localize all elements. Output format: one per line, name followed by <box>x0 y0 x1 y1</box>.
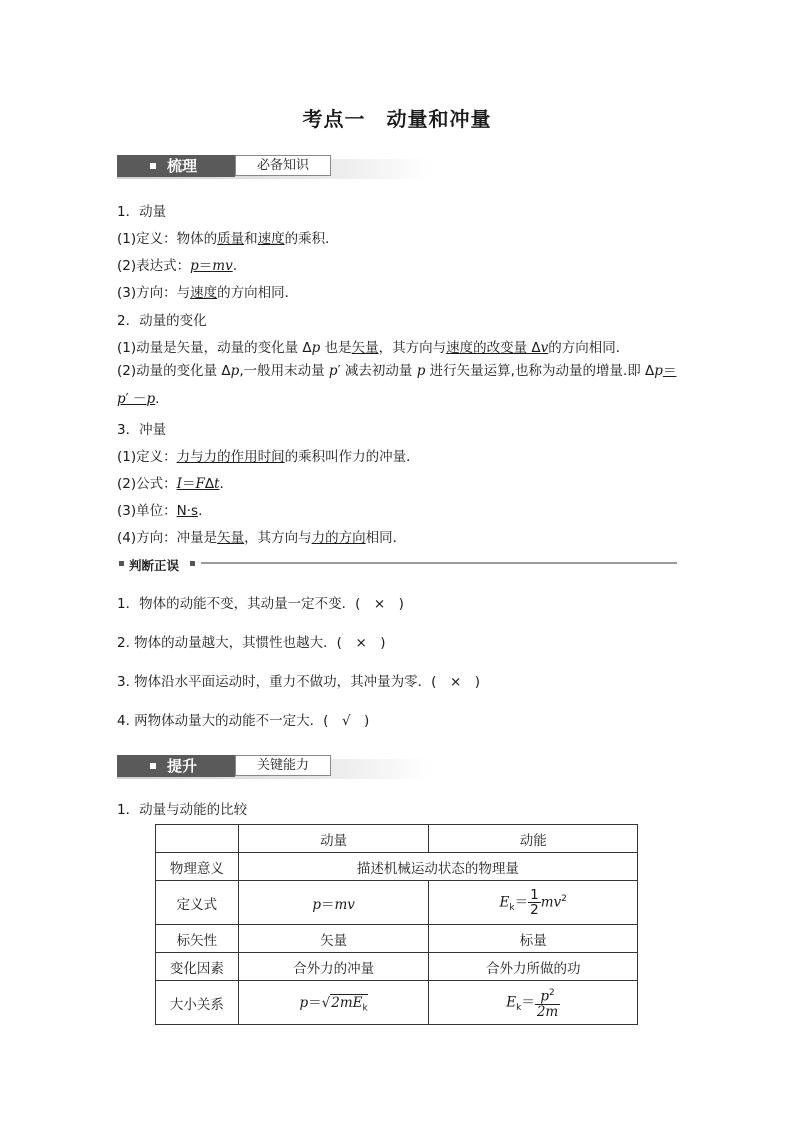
comparison-heading: 1．动量与动能的比较 <box>117 802 248 818</box>
table-header-row: 动量 动能 <box>156 825 638 853</box>
energy-definition-formula: $E_k=$ $\frac{1}{2}$ $mv^2$ <box>429 881 638 925</box>
momentum-definition: (1)定义：物体的质量和速度的乘积． <box>117 231 339 247</box>
heading-momentum: 1．动量 <box>117 204 167 220</box>
impulse-unit: (3)单位：N·s. <box>117 503 203 519</box>
square-bullet-icon <box>150 163 156 169</box>
banner-subtitle: 关键能力 <box>235 755 331 776</box>
question-4: 4. 两物体动量大的动能不一定大．( √ ) <box>117 713 370 729</box>
section-banner-improve <box>117 755 432 781</box>
banner-label <box>117 755 235 777</box>
banner-title: 提升 <box>167 757 198 775</box>
square-bullet-icon <box>150 763 156 769</box>
question-1: 1．物体的动能不变，其动量一定不变．( × ) <box>117 596 404 612</box>
heading-impulse: 3．冲量 <box>117 422 167 438</box>
banner-label <box>117 155 235 177</box>
impulse-direction: (4)方向：冲量是矢量，其方向与力的方向相同． <box>117 530 407 546</box>
energy-momentum-relation: $E_k=$ $\frac{p^2}{2m}$ <box>429 981 638 1025</box>
heading-momentum-change: 2．动量的变化 <box>117 313 207 329</box>
banner-title: 梳理 <box>167 157 198 175</box>
momentum-change-increment: (2)动量的变化量 Δp,一般用末动量 p′ 减去初动量 p 进行矢量运算,也称为动量的增量.即 Δp＝p′ －p. <box>117 363 677 407</box>
banner-subtitle: 必备知识 <box>235 155 331 176</box>
momentum-expression: (2)表达式：p＝mv. <box>117 258 238 274</box>
square-bullet-icon <box>119 561 124 566</box>
square-bullet-icon <box>190 561 195 566</box>
true-false-heading: 判断正误 <box>117 556 677 572</box>
question-2: 2. 物体的动量越大，其惯性也越大．( × ) <box>117 635 386 651</box>
momentum-direction: (3)方向：与速度的方向相同． <box>117 285 299 301</box>
question-3: 3. 物体沿水平面运动时，重力不做功，其冲量为零．( × ) <box>117 674 481 690</box>
momentum-definition-formula: p＝mv <box>238 881 429 925</box>
divider <box>201 562 677 564</box>
momentum-change-vector: (1)动量是矢量，动量的变化量 Δp 也是矢量，其方向与速度的改变量 Δv的方向相同． <box>117 340 630 356</box>
table-row: 定义式 p＝mv $E_k=$ $\frac{1}{2}$ $mv^2$ <box>156 881 638 925</box>
impulse-formula: (2)公式：I＝FΔt. <box>117 476 224 492</box>
momentum-energy-relation: $p=√2mE_k$ <box>238 981 429 1025</box>
comparison-table <box>155 824 638 1025</box>
table-row: 变化因素 合外力的冲量 合外力所做的功 <box>156 953 638 981</box>
table-row: 标矢性 矢量 标量 <box>156 925 638 953</box>
page-title: 考点一 动量和冲量 <box>302 107 492 131</box>
section-banner-review <box>117 155 432 181</box>
impulse-definition: (1)定义：力与力的作用时间的乘积叫作力的冲量． <box>117 449 420 465</box>
table-row: 物理意义 描述机械运动状态的物理量 <box>156 853 638 881</box>
table-row: 大小关系 $p=√2mE_k$ $E_k=$ $\frac{p^2}{2m}$ <box>156 981 638 1025</box>
